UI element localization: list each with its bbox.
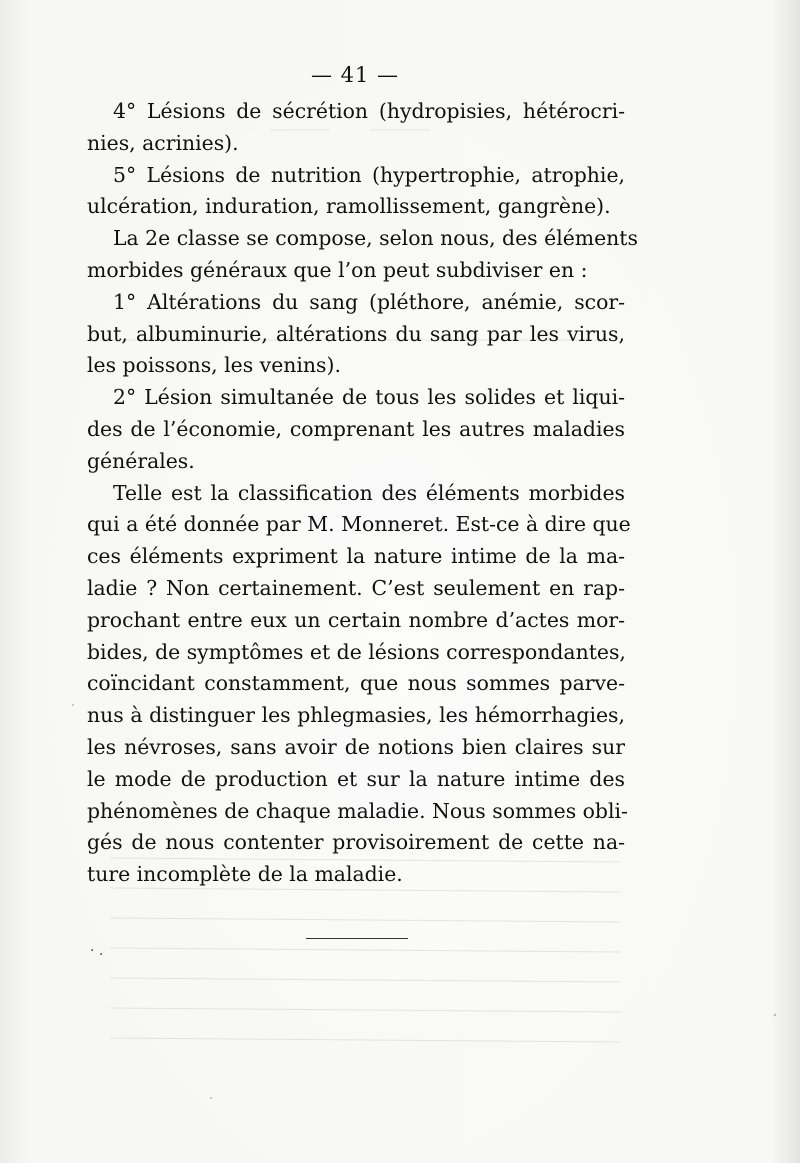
ink-specks: · . bbox=[90, 943, 104, 959]
body-text bbox=[87, 96, 638, 891]
section-rule bbox=[306, 938, 408, 939]
text-line: prochant entre eux un certain nombre d’actes mor- bbox=[87, 607, 625, 632]
text-line: les névroses, sans avoir de notions bien claires sur bbox=[87, 734, 625, 759]
text-line: les poissons, les venins). bbox=[87, 353, 341, 378]
text-line: ture incomplète de la maladie. bbox=[87, 862, 403, 887]
text-line: but, albuminurie, altérations du sang par les virus, bbox=[87, 321, 625, 346]
text-line: gés de nous contenter provisoirement de cette na- bbox=[87, 830, 625, 855]
text-line: le mode de production et sur la nature intime des bbox=[87, 766, 625, 791]
text-line: phénomènes de chaque maladie. Nous sommes obli- bbox=[87, 798, 628, 823]
text-line: générales. bbox=[87, 448, 195, 473]
text-line: morbides généraux que l’on peut subdiviser en : bbox=[87, 257, 588, 282]
text-line: bides, de symptômes et de lésions correspondantes, bbox=[87, 639, 626, 664]
text-line: 5° Lésions de nutrition (hypertrophie, atrophie, bbox=[113, 162, 625, 187]
page-number: — 41 — bbox=[310, 63, 400, 87]
text-line: qui a été donnée par M. Monneret. Est-ce à dire que bbox=[87, 512, 631, 537]
text-line: 4° Lésions de sécrétion (hydropisies, hétérocri- bbox=[113, 99, 625, 123]
text-line: Telle est la classification des éléments morbides bbox=[113, 480, 625, 505]
text-line: 1° Altérations du sang (pléthore, anémie, scor- bbox=[113, 289, 625, 314]
text-line: ladie ? Non certainement. C’est seulement en rap- bbox=[87, 575, 625, 600]
text-line: 2° Lésion simultanée de tous les solides et liqui- bbox=[113, 385, 625, 410]
text-line: coïncidant constamment, que nous sommes parve- bbox=[87, 671, 625, 696]
text-line: ces éléments expriment la nature intime de la ma- bbox=[87, 544, 625, 569]
text-line: ulcération, induration, ramollissement, gangrène). bbox=[87, 194, 611, 219]
text-line: nies, acrinies). bbox=[87, 130, 239, 155]
text-line: des de l’économie, comprenant les autres maladies bbox=[87, 416, 625, 441]
text-line: La 2e classe se compose, selon nous, des éléments bbox=[113, 226, 638, 251]
text-line: nus à distinguer les phlegmasies, les hémorrhagies, bbox=[87, 703, 625, 728]
